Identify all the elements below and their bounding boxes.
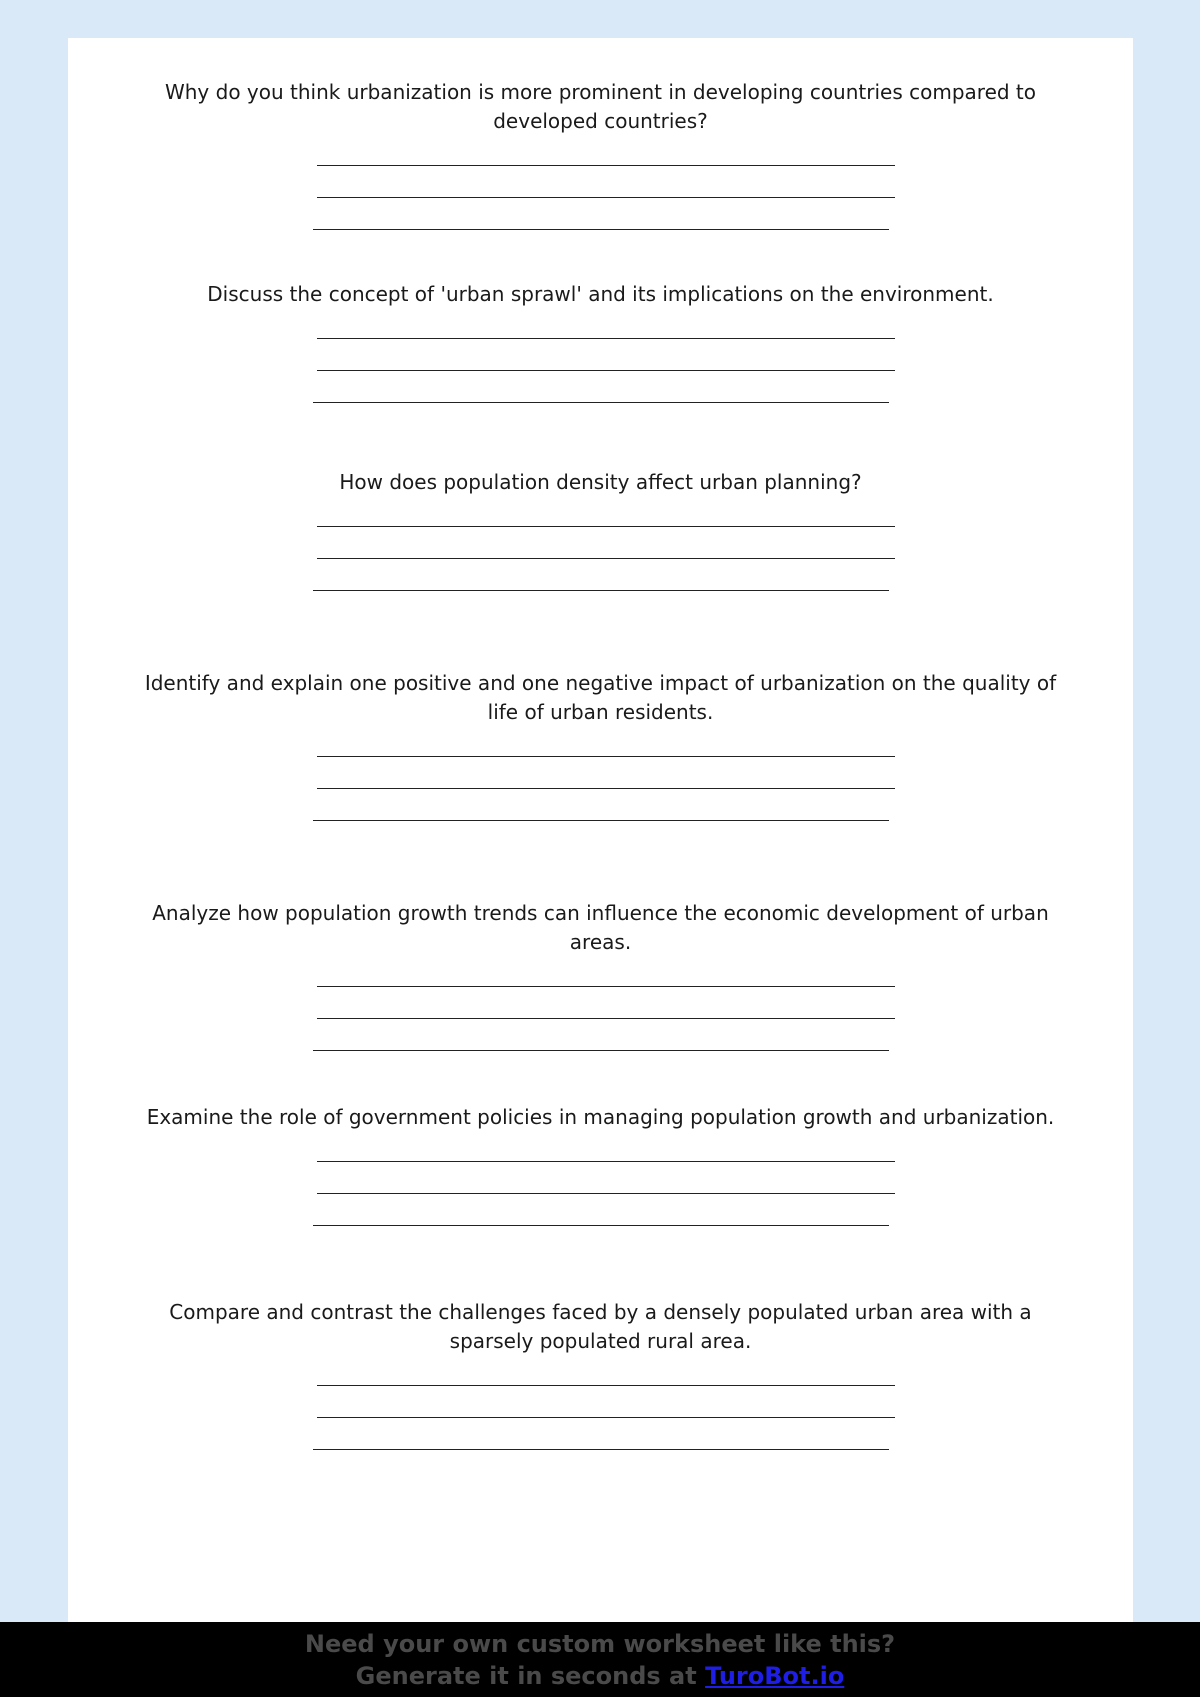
answer-line[interactable] bbox=[317, 349, 895, 381]
answer-line[interactable] bbox=[317, 997, 895, 1029]
question-3 bbox=[68, 468, 1133, 601]
worksheet-page bbox=[68, 38, 1133, 1623]
question-text: Why do you think urbanization is more prominent in developing countries compared to developed countries? bbox=[164, 80, 1036, 133]
answer-line[interactable] bbox=[313, 381, 889, 413]
question-text: Identify and explain one positive and one negative impact of urbanization on the quality of life of urban residents. bbox=[144, 671, 1057, 724]
answer-line[interactable] bbox=[317, 1396, 895, 1428]
question-text: Compare and contrast the challenges faced by a densely populated urban area with a sparsely populated rural area. bbox=[169, 1300, 1032, 1353]
question-4 bbox=[68, 669, 1133, 831]
answer-lines bbox=[68, 144, 1133, 240]
answer-line[interactable] bbox=[317, 1172, 895, 1204]
answer-lines bbox=[68, 1140, 1133, 1236]
turobot-link[interactable]: TuroBot.io bbox=[705, 1662, 845, 1690]
answer-line[interactable] bbox=[317, 176, 895, 208]
answer-line[interactable] bbox=[317, 1140, 895, 1172]
answer-line[interactable] bbox=[317, 965, 895, 997]
answer-line[interactable] bbox=[313, 569, 889, 601]
question-5 bbox=[68, 899, 1133, 1061]
footer-headline: Need your own custom worksheet like this? bbox=[304, 1630, 896, 1658]
answer-line[interactable] bbox=[317, 317, 895, 349]
question-7 bbox=[68, 1298, 1133, 1460]
promo-footer bbox=[0, 1622, 1200, 1697]
footer-cta-text: Generate it in seconds at bbox=[355, 1662, 706, 1690]
question-2 bbox=[68, 280, 1133, 413]
answer-line[interactable] bbox=[317, 505, 895, 537]
answer-lines bbox=[68, 505, 1133, 601]
answer-line[interactable] bbox=[313, 1204, 889, 1236]
question-text: Examine the role of government policies in managing population growth and urbanization. bbox=[146, 1105, 1055, 1129]
question-6 bbox=[68, 1103, 1133, 1236]
answer-line[interactable] bbox=[317, 1364, 895, 1396]
question-text: How does population density affect urban planning? bbox=[339, 470, 862, 494]
answer-line[interactable] bbox=[313, 799, 889, 831]
answer-line[interactable] bbox=[317, 537, 895, 569]
answer-lines bbox=[68, 735, 1133, 831]
question-text: Discuss the concept of 'urban sprawl' and its implications on the environment. bbox=[207, 282, 994, 306]
answer-lines bbox=[68, 965, 1133, 1061]
answer-line[interactable] bbox=[317, 735, 895, 767]
question-text: Analyze how population growth trends can influence the economic development of urban areas. bbox=[152, 901, 1049, 954]
answer-line[interactable] bbox=[317, 767, 895, 799]
answer-line[interactable] bbox=[317, 144, 895, 176]
footer-cta bbox=[0, 1660, 1200, 1692]
answer-line[interactable] bbox=[313, 1029, 889, 1061]
question-1 bbox=[68, 78, 1133, 240]
answer-line[interactable] bbox=[313, 208, 889, 240]
answer-lines bbox=[68, 1364, 1133, 1460]
answer-line[interactable] bbox=[313, 1428, 889, 1460]
answer-lines bbox=[68, 317, 1133, 413]
